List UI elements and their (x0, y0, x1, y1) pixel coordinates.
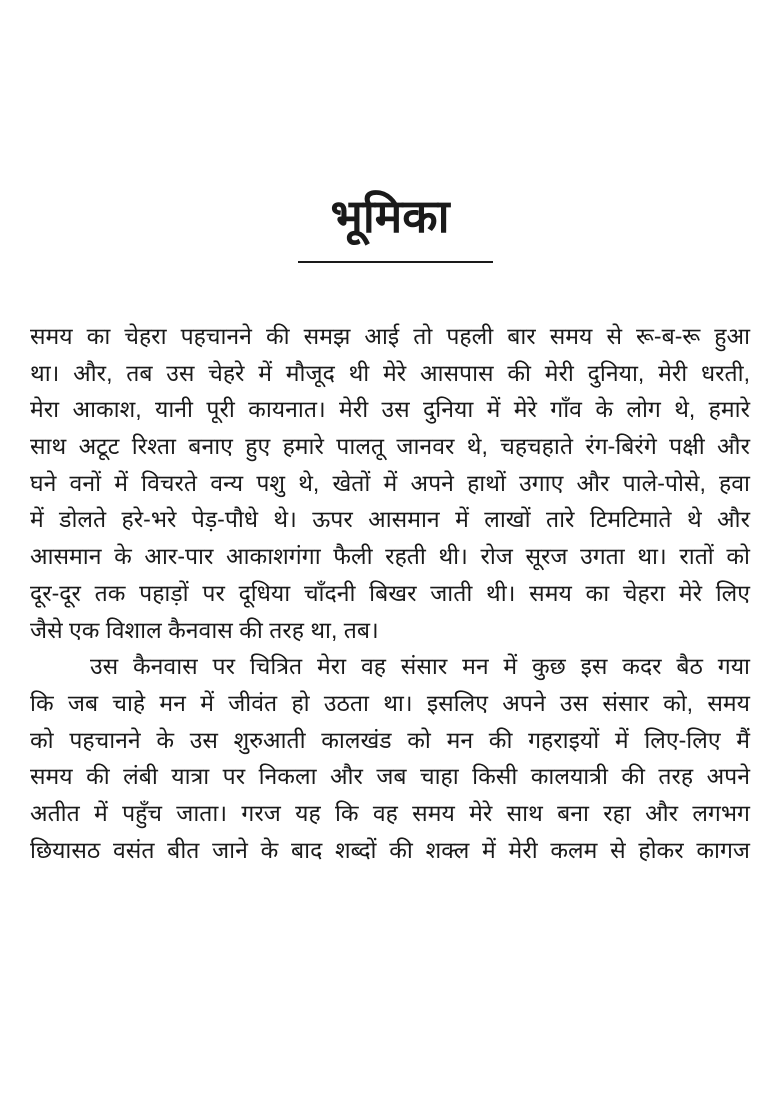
page-title: भूमिका (330, 190, 450, 242)
text-line: समय का चेहरा पहचानने की समझ आई तो पहली बार समय से रू-ब-रू हुआ (30, 323, 750, 349)
text-line: समय की लंबी यात्रा पर निकला और जब चाहा किसी कालयात्री की तरह अपने (30, 763, 750, 790)
text-line: कि जब चाहे मन में जीवंत हो उठता था। इसलिए अपने उस संसार को, समय (30, 689, 750, 716)
text-line: घने वनों में विचरते वन्य पशु थे, खेतों में अपने हाथों उगाए और पाले-पोसे, हवा (30, 469, 750, 496)
text-line: मेरा आकाश, यानी पूरी कायनात। मेरी उस दुनिया में मेरे गाँव के लोग थे, हमारे (30, 396, 750, 423)
text-line: अतीत में पहुँच जाता। गरज यह कि वह समय मेरे साथ बना रहा और लगभग (30, 799, 750, 826)
text-line: आसमान के आर-पार आकाशगंगा फैली रहती थी। रोज सूरज उगता था। रातों को (30, 543, 750, 570)
text-line: को पहचानने के उस शुरुआती कालखंड को मन की गहराइयों में लिए-लिए मैं (30, 726, 750, 753)
text-line: था। और, तब उस चेहरे में मौजूद थी मेरे आसपास की मेरी दुनिया, मेरी धरती, (30, 359, 750, 386)
title-underline (298, 261, 493, 263)
text-line: में डोलते हरे-भरे पेड़-पौधे थे। ऊपर आसमान में लाखों तारे टिमटिमाते थे और (30, 506, 750, 533)
text-line: साथ अटूट रिश्ता बनाए हुए हमारे पालतू जानवर थे, चहचहाते रंग-बिरंगे पक्षी और (30, 433, 750, 460)
text-line: छियासठ वसंत बीत जाने के बाद शब्दों की शक्ल में मेरी कलम से होकर कागज (30, 836, 750, 863)
body-text (30, 318, 750, 868)
paragraph-2 (30, 648, 750, 868)
text-line: दूर-दूर तक पहाड़ों पर दूधिया चाँदनी बिखर जाती थी। समय का चेहरा मेरे लिए (30, 579, 750, 606)
paragraph-1 (30, 318, 750, 648)
text-line: जैसे एक विशाल कैनवास की तरह था, तब। (30, 616, 379, 643)
text-line: उस कैनवास पर चित्रित मेरा वह संसार मन में कुछ इस कदर बैठ गया (90, 653, 750, 680)
